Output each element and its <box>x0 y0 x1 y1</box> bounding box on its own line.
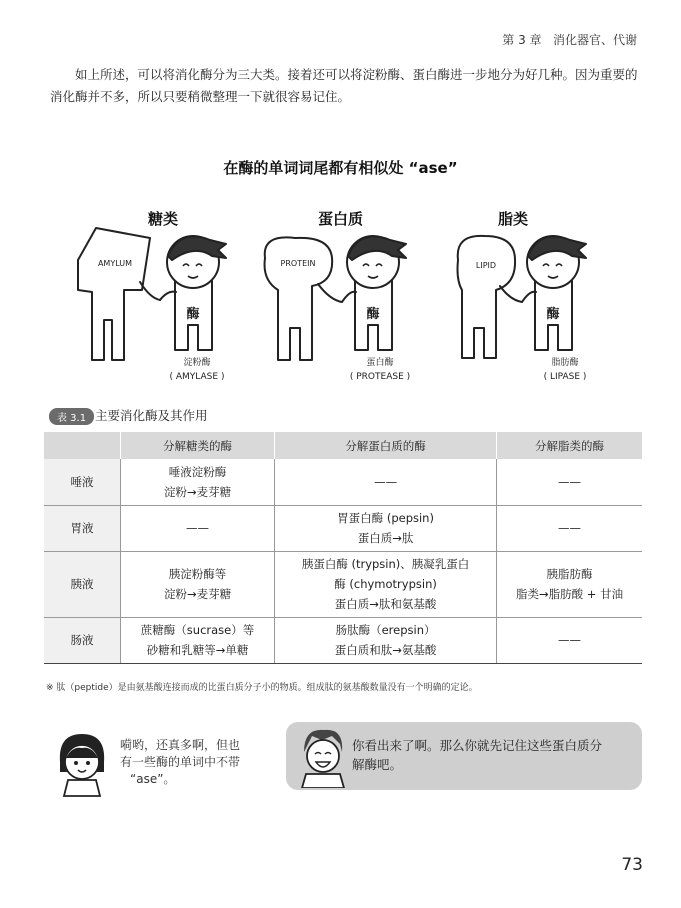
cell-sugar: 胰淀粉酶等 淀粉→麦芽糖 <box>121 551 275 617</box>
category-protein: 蛋白质 <box>318 210 364 228</box>
table-header-fat: 分解脂类的酶 <box>497 432 642 459</box>
cell-fat: —— <box>497 505 642 551</box>
table-row <box>44 617 642 663</box>
substrate-label-lipid: LIPID <box>475 261 497 270</box>
table-row <box>44 505 642 551</box>
table-header-empty <box>44 432 121 459</box>
enzyme-character-3 <box>522 236 586 350</box>
row-name: 胃液 <box>44 505 121 551</box>
chapter-number: 第 3 章 <box>502 33 542 47</box>
protein-character <box>265 237 342 360</box>
enzyme-caption-amylase <box>162 356 232 384</box>
table-header-sugar: 分解糖类的酶 <box>121 432 275 459</box>
enzyme-name-en: ( PROTEASE ) <box>349 372 411 382</box>
table-row <box>44 551 642 617</box>
row-name: 唾液 <box>44 459 121 505</box>
cell-sugar: 蔗糖酶（sucrase）等 砂糖和乳糖等→单糖 <box>121 617 275 663</box>
table-header-row <box>44 432 642 459</box>
girl-speech: 嗬哟，还真多啊，但也 有一些酶的单词中不带 “ase”。 <box>120 738 241 786</box>
row-name: 肠液 <box>44 617 121 663</box>
lipid-character <box>458 236 523 358</box>
man-avatar <box>296 724 350 788</box>
table-title: 主要消化酶及其作用 <box>95 408 208 423</box>
diagram-title: 在酶的单词词尾都有相似处 “ase” <box>223 159 458 177</box>
table-row <box>44 459 642 505</box>
cell-fat: 胰脂肪酶 脂类→脂肪酸 + 甘油 <box>497 551 642 617</box>
enzyme-shirt-label-1: 酶 <box>186 307 200 322</box>
page-number: 73 <box>621 855 643 875</box>
enzyme-shirt-label-3: 酶 <box>546 307 560 322</box>
footnote: ※ 肽（peptide）是由氨基酸连接而成的比蛋白质分子小的物质。组成肽的氨基酸数量没有一个明确的定论。 <box>46 683 478 693</box>
cell-fat: —— <box>497 459 642 505</box>
enzyme-name-cn: 脂肪酶 <box>551 358 579 368</box>
amylum-character <box>78 228 160 360</box>
enzyme-shirt-label-2: 酶 <box>366 307 380 322</box>
substrate-label-amylum: AMYLUM <box>97 259 133 268</box>
cell-protein: —— <box>275 459 497 505</box>
category-lipid: 脂类 <box>498 210 529 228</box>
enzyme-caption-lipase <box>530 356 600 384</box>
enzyme-name-cn: 淀粉酶 <box>183 358 211 368</box>
enzyme-name-en: ( AMYLASE ) <box>169 372 225 382</box>
cell-sugar: —— <box>121 505 275 551</box>
category-sugar: 糖类 <box>148 210 179 228</box>
enzyme-character-1 <box>160 236 226 350</box>
running-header <box>502 31 637 48</box>
cell-protein: 胃蛋白酶 (pepsin) 蛋白质→肽 <box>275 505 497 551</box>
cell-protein: 胰蛋白酶 (trypsin)、胰凝乳蛋白 酶 (chymotrypsin) 蛋白质→肽和氨基酸 <box>275 551 497 617</box>
enzyme-table <box>44 432 642 664</box>
cell-protein: 肠肽酶（erepsin） 蛋白质和肽→氨基酸 <box>275 617 497 663</box>
table-tag: 表 3.1 <box>49 408 94 425</box>
enzyme-name-en: ( LIPASE ) <box>543 372 587 382</box>
table-header-protein: 分解蛋白质的酶 <box>275 432 497 459</box>
intro-paragraph: 如上所述，可以将消化酶分为三大类。接着还可以将淀粉酶、蛋白酶进一步地分为好几种。因为重要的消化酶并不多，所以只要稍微整理一下就很容易记住。 <box>50 67 638 104</box>
enzyme-character-2 <box>342 236 406 350</box>
substrate-label-protein: PROTEIN <box>280 259 316 268</box>
cell-sugar: 唾液淀粉酶 淀粉→麦芽糖 <box>121 459 275 505</box>
man-speech: 你看出来了啊。那么你就先记住这些蛋白质分 解酶吧。 <box>352 738 603 772</box>
girl-avatar <box>52 728 112 798</box>
cell-fat: —— <box>497 617 642 663</box>
chapter-title: 消化器官、代谢 <box>552 33 637 47</box>
row-name: 胰液 <box>44 551 121 617</box>
enzyme-caption-protease <box>340 356 420 384</box>
enzyme-name-cn: 蛋白酶 <box>366 358 394 368</box>
